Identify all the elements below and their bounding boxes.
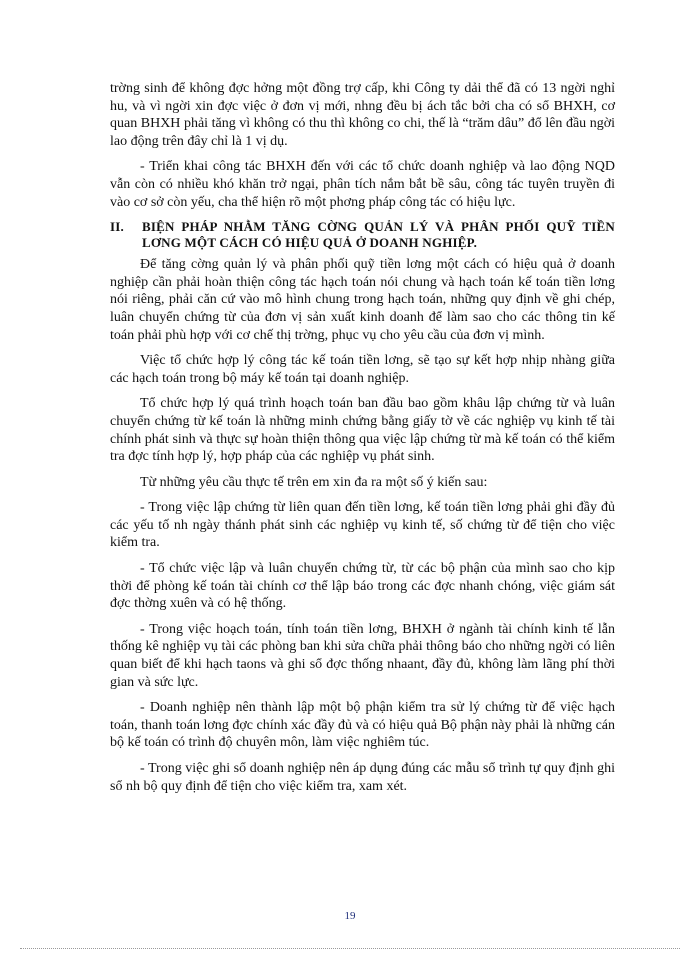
paragraph: - Triển khai công tác BHXH đến với các tổ chức doanh nghiệp và lao động NQD vẫn còn có nhiều khó khăn trở ngại, phân tích nắm bắt bề sâu, công tác tuyên truyền đi vào cơ sở còn yếu, cha thể hiện rõ một phơng pháp công tác có hiệu lực. [110,159,615,210]
list-item: - Trong việc lập chứng từ liên quan đến tiền lơng, kế toán tiền lơng phải ghi đầy đủ các yếu tố nh ngày thánh phát sinh các nghiệp vụ kinh tế, số chứng từ để tiện cho việc kiểm tra. [110,500,615,551]
paragraph: Từ những yêu cầu thực tế trên em xin đa ra một số ý kiến sau: [140,474,488,490]
paragraph: trờng sinh để không đợc hởng một đồng trợ cấp, khi Công ty dải thể đã có 13 ngời nghỉ hu, và vì ngời xin đợc việc ở đơn vị mới, nhng đều bị ách tắc bởi cha có sổ BHXH, cơ quan BHXH phải tăng vì không có thu thì không co chi, thế là “trăm dâu” đổ lên đầu ngời lao động trên đây chỉ là 1 vị dụ. [110,81,615,149]
paragraph: Để tăng cờng quản lý và phân phối quỹ tiền lơng một cách có hiệu quả ở doanh nghiệp cần phải hoàn thiện công tác hạch toán nói chung và hạch toán kế toán tiền lơng nói riêng, phải căn cứ vào mô hình chung trong hạch toán, những quy định về ghi chép, luân chuyển chứng từ của đơn vị sản xuất kinh doanh để làm sao cho các thông tin kế toán phải phù hợp với cơ chế thị trờng, phục vụ cho yêu cầu của đơn vị mình. [110,257,615,343]
section-title: BIỆN PHÁP NHẰM TĂNG CỜNG QUẢN LÝ VÀ PHÂN PHỐI QUỸ TIỀN LƠNG MỘT CÁCH CÓ HIỆU QUẢ Ở DOANH NGHIỆP. [142,219,615,250]
document-body [110,80,615,803]
section-number: II. [110,219,124,235]
paragraph: Tổ chức hợp lý quá trình hoạch toán ban đầu bao gồm khâu lập chứng từ và luân chuyển chứng từ kế toán là những minh chứng bằng giấy tờ về các nghiệp vụ kinh tế tài chính phát sinh và thực sự hoàn thiện thông qua việc lập chứng từ mà kế toán có thể kiểm tra đợc tính hợp lý, hợp pháp của các nghiệp vụ phát sinh. [110,396,615,465]
section-heading [110,219,615,250]
list-item: - Tổ chức việc lập và luân chuyển chứng từ, từ các bộ phận của mình sao cho kịp thời để phòng kế toán tài chính cơ thể lập báo trong các đợc nhanh chóng, việc giám sát đợc thờng xuên và có hệ thống. [110,561,615,612]
list-item: - Trong việc hoạch toán, tính toán tiền lơng, BHXH ở ngành tài chính kinh tế lẫn thống kê nghiệp vụ tài các phòng ban khi sửa chữa phải thông báo cho những ngời có liên quan biết để khi hạch taons và ghi sổ đợc thống nhaant, đầy đủ, không làm lãng phí thời gian và sức lực. [110,621,615,690]
list-item: - Doanh nghiệp nên thành lập một bộ phận kiểm tra sử lý chứng từ để việc hạch toán, thanh toán lơng đợc chính xác đầy đủ và có hiệu quả Bộ phận này phải là những cán bộ kế toán có trình độ chuyên môn, làm việc nghiêm túc. [110,700,615,751]
paragraph: Việc tổ chức hợp lý công tác kế toán tiền lơng, sẽ tạo sự kết hợp nhịp nhàng giữa các hạch toán trong bộ máy kế toán tại doanh nghiệp. [110,353,615,386]
page-bottom-divider [20,948,680,949]
page-number: 19 [344,910,356,922]
list-item: - Trong việc ghi sổ doanh nghiệp nên áp dụng đúng các mẫu sổ trình tự quy định ghi sổ nh bộ quy định để tiện cho việc kiểm tra, xam xét. [110,761,615,794]
